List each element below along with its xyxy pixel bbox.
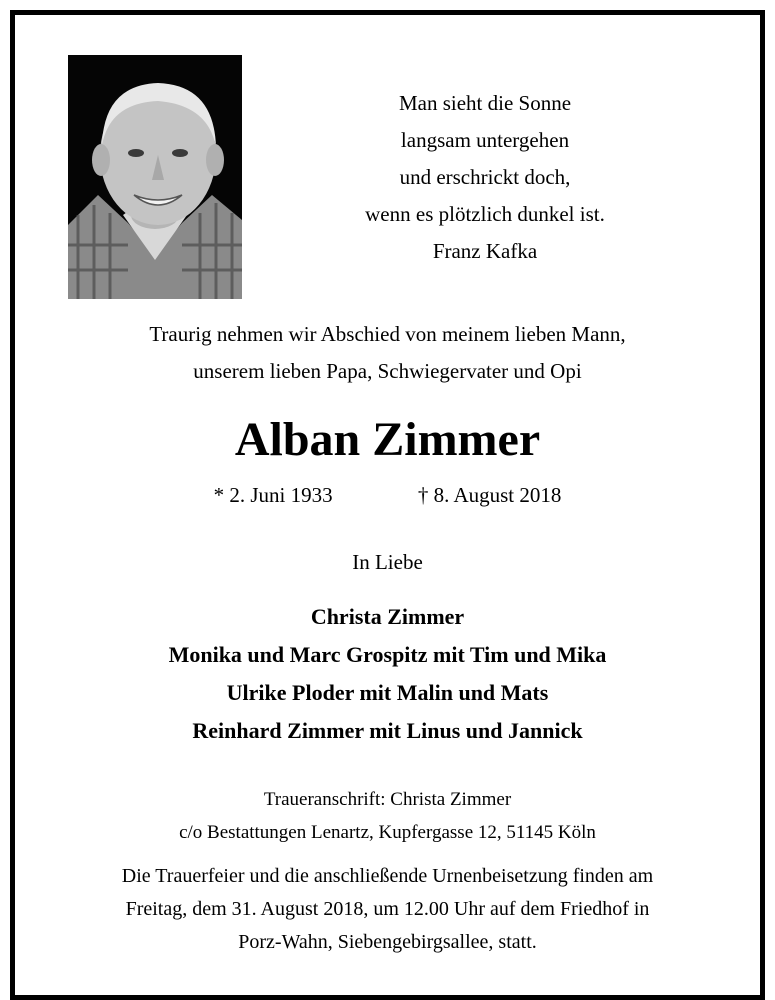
life-dates <box>15 480 760 510</box>
kafka-quote <box>295 85 675 270</box>
portrait-photo <box>68 55 242 299</box>
family-members <box>15 598 760 750</box>
ceremony-line: Die Trauerfeier und die anschließende Urnenbeisetzung finden am <box>121 865 654 887</box>
obituary-frame <box>10 10 765 1000</box>
quote-line: Man sieht die Sonne <box>398 91 572 115</box>
intro-line: Traurig nehmen wir Abschied von meinem lieben Mann, <box>149 322 626 346</box>
quote-line: und erschrickt doch, <box>399 165 571 189</box>
ceremony-line: Freitag, dem 31. August 2018, um 12.00 Uhr auf dem Friedhof in <box>125 898 650 920</box>
family-member: Reinhard Zimmer mit Linus und Jannick <box>192 718 583 743</box>
closing-phrase: In Liebe <box>352 550 423 574</box>
address-line: Traueranschrift: Christa Zimmer <box>263 789 512 810</box>
deceased-name: Alban Zimmer <box>234 413 541 466</box>
family-member: Christa Zimmer <box>310 604 465 629</box>
quote-line: wenn es plötzlich dunkel ist. <box>365 202 605 226</box>
family-member: Ulrike Ploder mit Malin und Mats <box>226 680 549 705</box>
intro-line: unserem lieben Papa, Schwiegervater und Opi <box>193 359 582 383</box>
quote-author: Franz Kafka <box>432 239 538 263</box>
death-date: † 8. August 2018 <box>417 483 562 507</box>
ceremony-details <box>15 860 760 959</box>
farewell-intro <box>15 316 760 390</box>
address-line: c/o Bestattungen Lenartz, Kupfergasse 12, 51145 Köln <box>179 822 596 843</box>
quote-line: langsam untergehen <box>400 128 570 152</box>
family-member: Monika und Marc Grospitz mit Tim und Mika <box>168 642 607 667</box>
mourning-address <box>15 783 760 849</box>
ceremony-line: Porz-Wahn, Siebengebirgsallee, statt. <box>238 931 537 953</box>
birth-date: * 2. Juni 1933 <box>213 483 333 507</box>
